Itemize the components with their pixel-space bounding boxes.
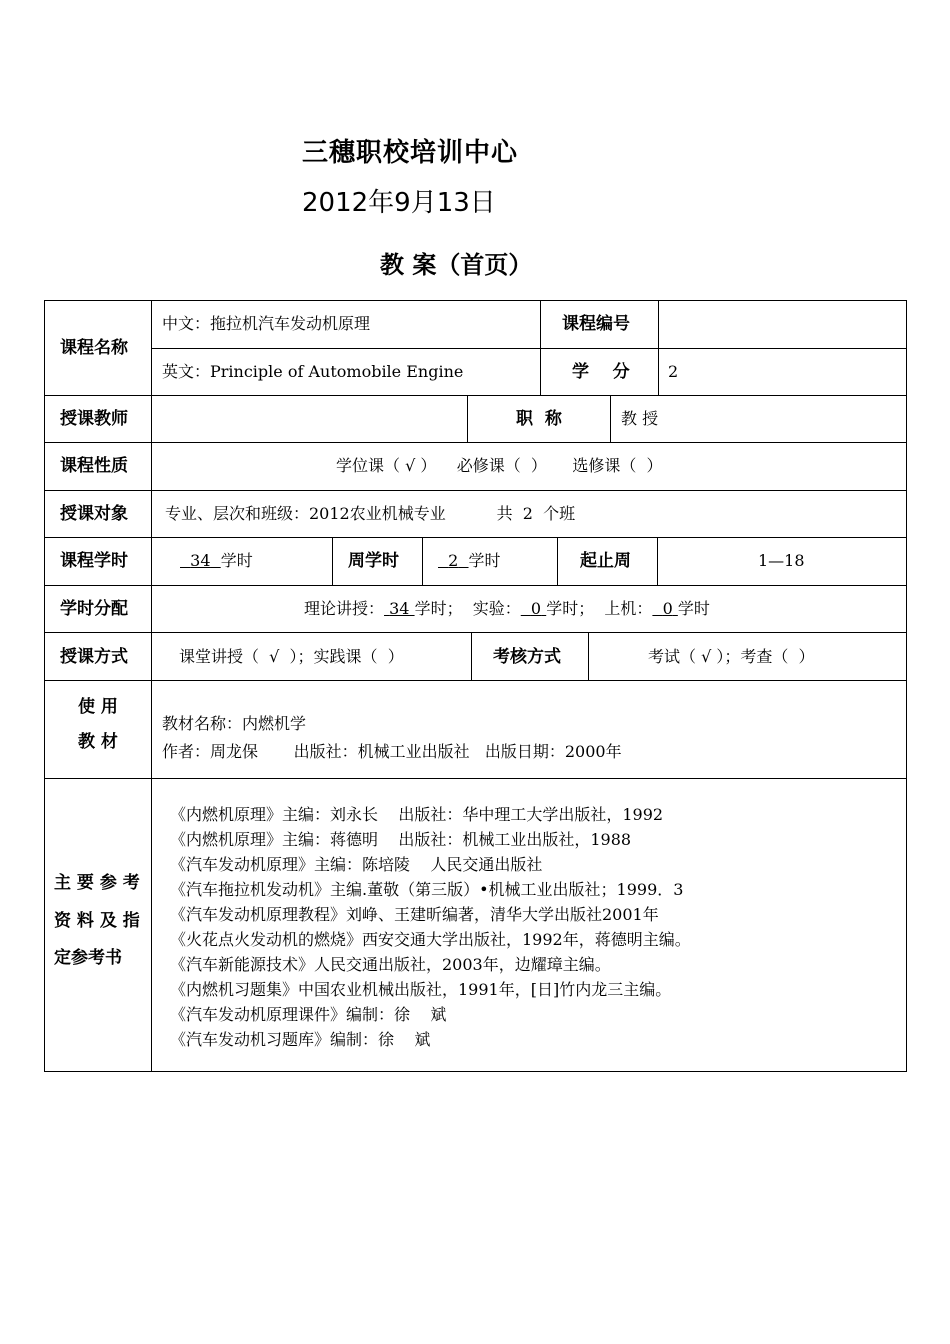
exam-value: 考试（ √ ）；考查（ ）: [648, 647, 815, 666]
refs-label-3: 定参考书: [54, 948, 122, 968]
row-divider: [44, 490, 907, 491]
date-line: 2012年9月13日: [302, 188, 496, 218]
teacher-label: 授课教师: [60, 409, 128, 429]
weeks-value: 1—18: [758, 551, 805, 570]
reference-item: 《内燃机原理》主编：蒋德明 出版社：机械工业出版社，1988: [170, 830, 632, 849]
row-divider: [44, 632, 907, 633]
distribution-value: 理论讲授： 34 学时； 实验： 0 学时； 上机： 0 学时: [304, 599, 710, 618]
textbook-label-1: 使 用: [78, 697, 118, 717]
hours-label: 课程学时: [60, 551, 128, 571]
audience-value: 专业、层次和班级：2012农业机械专业 共 2 个班: [165, 504, 576, 523]
distribution-label: 学时分配: [60, 599, 128, 619]
weekly-hours-value: 2: [448, 551, 459, 570]
credit-label: 学 分: [572, 362, 630, 382]
reference-list: [170, 802, 691, 1052]
refs-label-2: 资 料 及 指: [54, 911, 140, 931]
col-divider: [557, 537, 558, 585]
weeks-label: 起止周: [580, 551, 631, 571]
total-hours-unit: 学时: [220, 551, 253, 570]
col-divider: [588, 632, 589, 680]
textbook-author: 作者：周龙保 出版社：机械工业出版社 出版日期：2000年: [162, 742, 622, 761]
row-divider: [44, 585, 907, 586]
method-value: 课堂讲授（ √ ）；实践课（ ）: [179, 647, 404, 666]
textbook-name: 教材名称：内燃机学: [162, 714, 307, 733]
col-divider: [540, 300, 541, 395]
row-divider: [151, 348, 907, 349]
reference-item: 《汽车拖拉机发动机》主编.董敬（第三版）•机械工业出版社；1999．3: [170, 880, 684, 899]
textbook-label-2: 教 材: [78, 732, 118, 752]
rank-value: 教 授: [621, 409, 659, 428]
weekly-hours-label: 周学时: [348, 551, 399, 571]
total-hours-value: 34: [190, 551, 211, 570]
doc-title: 教 案（首页）: [380, 251, 533, 279]
reference-item: 《汽车发动机原理教程》刘峥、王建昕编著，清华大学出版社2001年: [170, 905, 659, 924]
reference-item: 《火花点火发动机的燃烧》西安交通大学出版社，1992年，蒋德明主编。: [170, 930, 691, 949]
col-divider: [422, 537, 423, 585]
org-title: 三穗职校培训中心: [302, 138, 519, 168]
col-divider: [151, 300, 152, 1072]
refs-label-1: 主 要 参 考: [54, 873, 140, 893]
reference-item: 《汽车发动机原理》主编：陈培陵 人民交通出版社: [170, 855, 543, 874]
row-divider: [44, 680, 907, 681]
total-hours: [180, 551, 253, 571]
course-code-label: 课程编号: [562, 314, 630, 334]
nature-label: 课程性质: [60, 456, 128, 476]
col-divider: [610, 395, 611, 442]
row-divider: [44, 537, 907, 538]
audience-label: 授课对象: [60, 504, 128, 524]
col-divider: [332, 537, 333, 585]
col-divider: [657, 537, 658, 585]
credit-value: 2: [668, 362, 679, 381]
col-divider: [471, 632, 472, 680]
exam-label: 考核方式: [493, 647, 561, 667]
row-divider: [44, 395, 907, 396]
method-label: 授课方式: [60, 647, 128, 667]
course-name-en: 英文：Principle of Automobile Engine: [162, 362, 464, 381]
course-name-label: 课程名称: [60, 338, 128, 358]
course-name-cn: 中文：拖拉机汽车发动机原理: [162, 314, 371, 333]
reference-item: 《内燃机习题集》中国农业机械出版社，1991年，[日]竹内龙三主编。: [170, 980, 672, 999]
nature-value: 学位课（ √ ） 必修课（ ） 选修课（ ）: [336, 456, 663, 475]
col-divider: [658, 300, 659, 395]
weekly-hours: [438, 551, 501, 571]
reference-item: 《汽车发动机原理课件》编制：徐 斌: [170, 1005, 447, 1024]
weekly-hours-unit: 学时: [468, 551, 501, 570]
row-divider: [44, 778, 907, 779]
col-divider: [467, 395, 468, 442]
reference-item: 《汽车发动机习题库》编制：徐 斌: [170, 1030, 431, 1049]
reference-item: 《汽车新能源技术》人民交通出版社，2003年，边耀璋主编。: [170, 955, 611, 974]
row-divider: [44, 442, 907, 443]
rank-label: 职 称: [516, 409, 562, 429]
reference-item: 《内燃机原理》主编：刘永长 出版社：华中理工大学出版社，1992: [170, 805, 664, 824]
